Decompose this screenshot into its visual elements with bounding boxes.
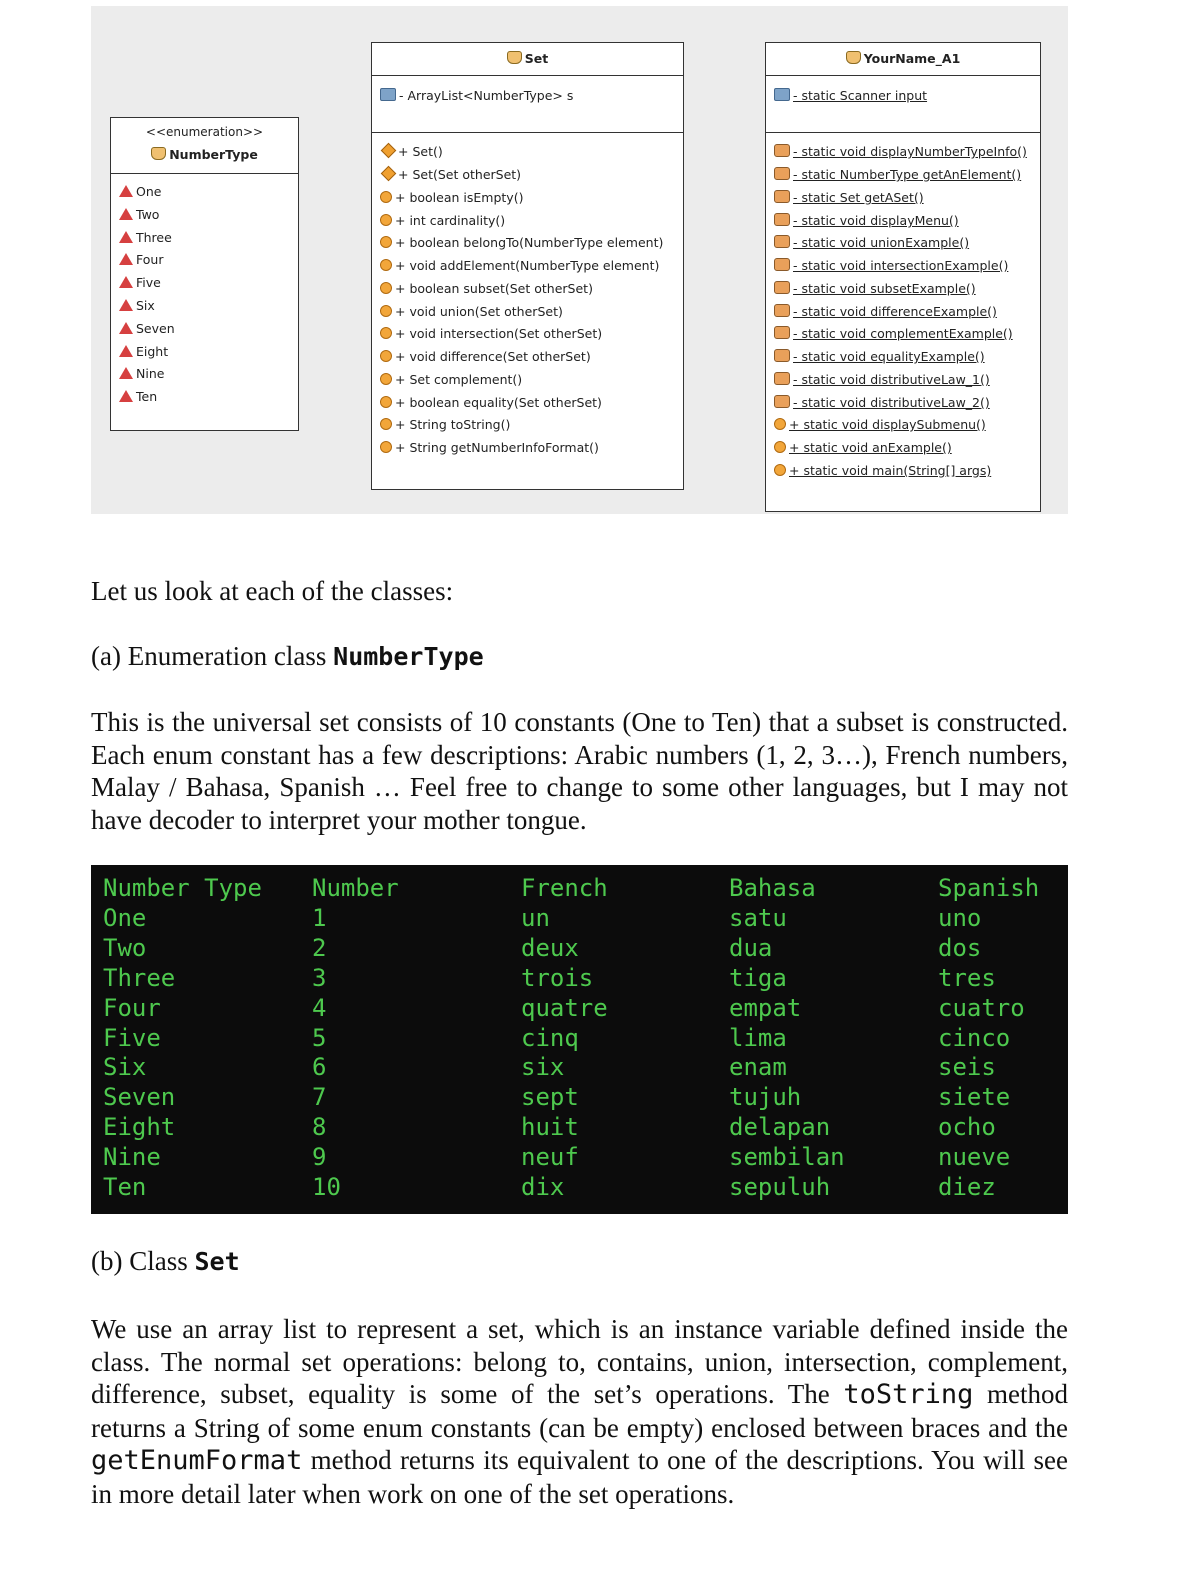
set-method: + Set complement() — [380, 369, 522, 391]
table-cell: diez — [938, 1173, 996, 1201]
table-cell: dua — [729, 933, 773, 962]
main-methods-section — [766, 132, 1040, 511]
static-method-icon — [774, 372, 790, 385]
warning-triangle-icon — [119, 322, 133, 334]
enum-class-box — [110, 117, 299, 431]
warning-triangle-icon — [119, 185, 133, 197]
main-method: - static void equalityExample() — [774, 346, 985, 368]
static-method-icon — [774, 349, 790, 362]
set-method: + void addElement(NumberType element) — [380, 255, 659, 277]
table-cell: Three — [103, 963, 176, 992]
static-method-icon — [774, 281, 790, 294]
table-cell: sembilan — [729, 1143, 845, 1172]
set-method: + int cardinality() — [380, 210, 505, 232]
section-b-paragraph: We use an array list to represent a set, which is an instance variable defined inside the class. The normal set operations: belong to, contains, union, intersection, complement, difference, subset, equality is some of the set’s operations. The toString method returns a String of some enum constants (can be empty) enclosed between braces and the getEnumFormat method returns its equivalent to one of the descriptions. You will see in more detail later when work on one of the set operations. — [91, 1314, 1068, 1509]
main-method: + static void anExample() — [774, 437, 952, 459]
table-cell: Six — [103, 1053, 147, 1082]
table-cell: nueve — [938, 1143, 1011, 1172]
table-cell: 10 — [312, 1173, 341, 1201]
table-cell: Seven — [103, 1083, 176, 1112]
main-method: - static void subsetExample() — [774, 278, 976, 300]
table-cell: six — [521, 1053, 565, 1082]
static-method-icon — [774, 395, 790, 408]
table-header-cell: Spanish — [938, 874, 1040, 902]
section-b-heading: (b) Class Set — [91, 1246, 240, 1276]
public-method-icon — [380, 327, 392, 339]
section-a-heading: (a) Enumeration class NumberType — [91, 641, 484, 671]
static-method-icon — [774, 213, 790, 226]
warning-triangle-icon — [119, 390, 133, 402]
main-method: - static void complementExample() — [774, 323, 1013, 345]
table-cell: 2 — [312, 933, 327, 962]
table-cell: 4 — [312, 993, 327, 1022]
static-method-icon — [774, 167, 790, 180]
set-class-title — [372, 51, 683, 66]
enum-constant: Eight — [119, 341, 168, 363]
table-cell: Four — [103, 993, 161, 1022]
public-method-icon — [380, 191, 392, 203]
static-method-icon — [774, 304, 790, 317]
table-cell: huit — [521, 1113, 579, 1142]
table-cell: cinq — [521, 1023, 579, 1052]
main-method: - static void displayNumberTypeInfo() — [774, 141, 1027, 163]
section-b-heading-code: Set — [194, 1247, 240, 1276]
table-cell: deux — [521, 933, 579, 962]
public-method-icon — [380, 441, 392, 453]
enum-constant: Nine — [119, 363, 164, 385]
set-method: + void union(Set otherSet) — [380, 301, 563, 323]
public-method-icon — [380, 396, 392, 408]
set-method: + void difference(Set otherSet) — [380, 346, 591, 368]
table-cell: One — [103, 903, 147, 932]
warning-triangle-icon — [119, 253, 133, 265]
set-method: + void intersection(Set otherSet) — [380, 323, 602, 345]
enum-constant: Three — [119, 227, 172, 249]
table-cell: Five — [103, 1023, 161, 1052]
enum-class-icon — [151, 147, 166, 160]
public-method-icon — [380, 282, 392, 294]
table-cell: uno — [938, 903, 982, 932]
main-method: - static NumberType getAnElement() — [774, 164, 1021, 186]
enum-constant: One — [119, 181, 161, 203]
set-method: + boolean subset(Set otherSet) — [380, 278, 593, 300]
public-static-method-icon — [774, 441, 786, 453]
main-class-title — [766, 51, 1040, 66]
uml-class-diagram — [91, 6, 1068, 514]
public-static-method-icon — [774, 464, 786, 476]
set-method: + boolean belongTo(NumberType element) — [380, 232, 663, 254]
table-cell: cinco — [938, 1023, 1011, 1052]
enum-constant: Five — [119, 272, 161, 294]
set-method: + boolean isEmpty() — [380, 187, 523, 209]
table-cell: un — [521, 903, 550, 932]
public-static-method-icon — [774, 418, 786, 430]
table-cell: 9 — [312, 1143, 327, 1172]
enum-class-title — [111, 147, 298, 162]
section-a-paragraph: This is the universal set consists of 10 constants (One to Ten) that a subset is constructed. Each enum constant has a few descriptions: Arabic numbers (1, 2, 3…), French numbers, Malay / Bahasa, Spanish … Feel free to change to some other languages, but I may not have decoder to interpret your mother tongue. — [91, 707, 1068, 835]
warning-triangle-icon — [119, 208, 133, 220]
main-method: - static void displayMenu() — [774, 210, 959, 232]
main-method: - static void distributiveLaw_1() — [774, 369, 990, 391]
enum-constants-section — [111, 173, 298, 430]
main-method: - static Set getASet() — [774, 187, 924, 209]
public-method-icon — [380, 373, 392, 385]
table-cell: dos — [938, 933, 982, 962]
class-icon — [507, 51, 522, 64]
public-method-icon — [380, 350, 392, 362]
set-fields-section — [372, 75, 683, 133]
table-cell: dix — [521, 1173, 565, 1201]
set-method: + String getNumberInfoFormat() — [380, 437, 599, 459]
warning-triangle-icon — [119, 231, 133, 243]
table-cell: lima — [729, 1023, 787, 1052]
table-cell: neuf — [521, 1143, 579, 1172]
table-cell: sepuluh — [729, 1173, 831, 1201]
number-type-table — [91, 865, 1068, 1214]
public-method-icon — [380, 214, 392, 226]
set-method: + Set(Set otherSet) — [380, 164, 521, 186]
warning-triangle-icon — [119, 367, 133, 379]
table-header-cell: Bahasa — [729, 874, 816, 902]
main-class-name: YourName_A1 — [863, 51, 961, 66]
main-method: - static void distributiveLaw_2() — [774, 392, 990, 414]
table-cell: tres — [938, 963, 996, 992]
table-cell: delapan — [729, 1113, 831, 1142]
static-method-icon — [774, 190, 790, 203]
table-cell: seis — [938, 1053, 996, 1082]
set-method: + Set() — [380, 141, 443, 163]
table-cell: quatre — [521, 993, 608, 1022]
intro-text: Let us look at each of the classes: — [91, 576, 454, 606]
table-cell: cuatro — [938, 993, 1025, 1022]
set-method: + String toString() — [380, 414, 510, 436]
table-cell: 3 — [312, 963, 327, 992]
table-cell: Eight — [103, 1113, 176, 1142]
main-fields-section — [766, 75, 1040, 133]
public-method-icon — [380, 305, 392, 317]
table-cell: Ten — [103, 1173, 147, 1201]
table-cell: 8 — [312, 1113, 327, 1142]
table-cell: empat — [729, 993, 802, 1022]
table-cell: trois — [521, 963, 594, 992]
static-method-icon — [774, 144, 790, 157]
table-cell: tiga — [729, 963, 787, 992]
static-method-icon — [774, 326, 790, 339]
main-method: + static void main(String[] args) — [774, 460, 991, 482]
constructor-icon — [381, 143, 397, 159]
table-header-cell: Number — [312, 874, 399, 902]
private-field-icon — [380, 88, 396, 101]
warning-triangle-icon — [119, 276, 133, 288]
enum-constant: Four — [119, 249, 163, 271]
enum-constant: Ten — [119, 386, 157, 408]
set-methods-section — [372, 132, 683, 489]
static-method-icon — [774, 258, 790, 271]
enum-stereotype: <<enumeration>> — [145, 125, 264, 139]
public-method-icon — [380, 236, 392, 248]
main-field: - static Scanner input — [774, 85, 927, 107]
warning-triangle-icon — [119, 299, 133, 311]
enum-constant: Seven — [119, 318, 175, 340]
section-a-heading-code: NumberType — [333, 642, 484, 671]
public-method-icon — [380, 418, 392, 430]
set-class-box — [371, 42, 684, 490]
enum-constant: Two — [119, 204, 159, 226]
static-field-icon — [774, 88, 790, 101]
table-cell: siete — [938, 1083, 1011, 1112]
constructor-icon — [381, 166, 397, 182]
main-method: - static void unionExample() — [774, 232, 969, 254]
table-cell: Nine — [103, 1143, 161, 1172]
static-method-icon — [774, 235, 790, 248]
set-method: + boolean equality(Set otherSet) — [380, 392, 602, 414]
table-cell: satu — [729, 903, 787, 932]
table-cell: Two — [103, 933, 147, 962]
main-method: - static void intersectionExample() — [774, 255, 1008, 277]
table-cell: 7 — [312, 1083, 327, 1112]
table-cell: 1 — [312, 903, 327, 932]
table-cell: enam — [729, 1053, 787, 1082]
getenumformat-code: getEnumFormat — [91, 1445, 303, 1476]
main-method: - static void differenceExample() — [774, 301, 997, 323]
tostring-code: toString — [843, 1379, 974, 1410]
table-cell: 5 — [312, 1023, 327, 1052]
main-method: + static void displaySubmenu() — [774, 414, 986, 436]
set-class-name: Set — [524, 51, 549, 66]
set-field: - ArrayList<NumberType> s — [380, 85, 573, 107]
table-header-cell: Number Type — [103, 874, 262, 902]
public-method-icon — [380, 259, 392, 271]
table-cell: ocho — [938, 1113, 996, 1142]
enum-class-name: NumberType — [169, 147, 258, 162]
main-class-box — [765, 42, 1041, 512]
table-cell: sept — [521, 1083, 579, 1112]
warning-triangle-icon — [119, 345, 133, 357]
table-header-cell: French — [521, 874, 608, 902]
table-cell: 6 — [312, 1053, 327, 1082]
class-icon — [846, 51, 861, 64]
enum-constant: Six — [119, 295, 155, 317]
table-cell: tujuh — [729, 1083, 802, 1112]
